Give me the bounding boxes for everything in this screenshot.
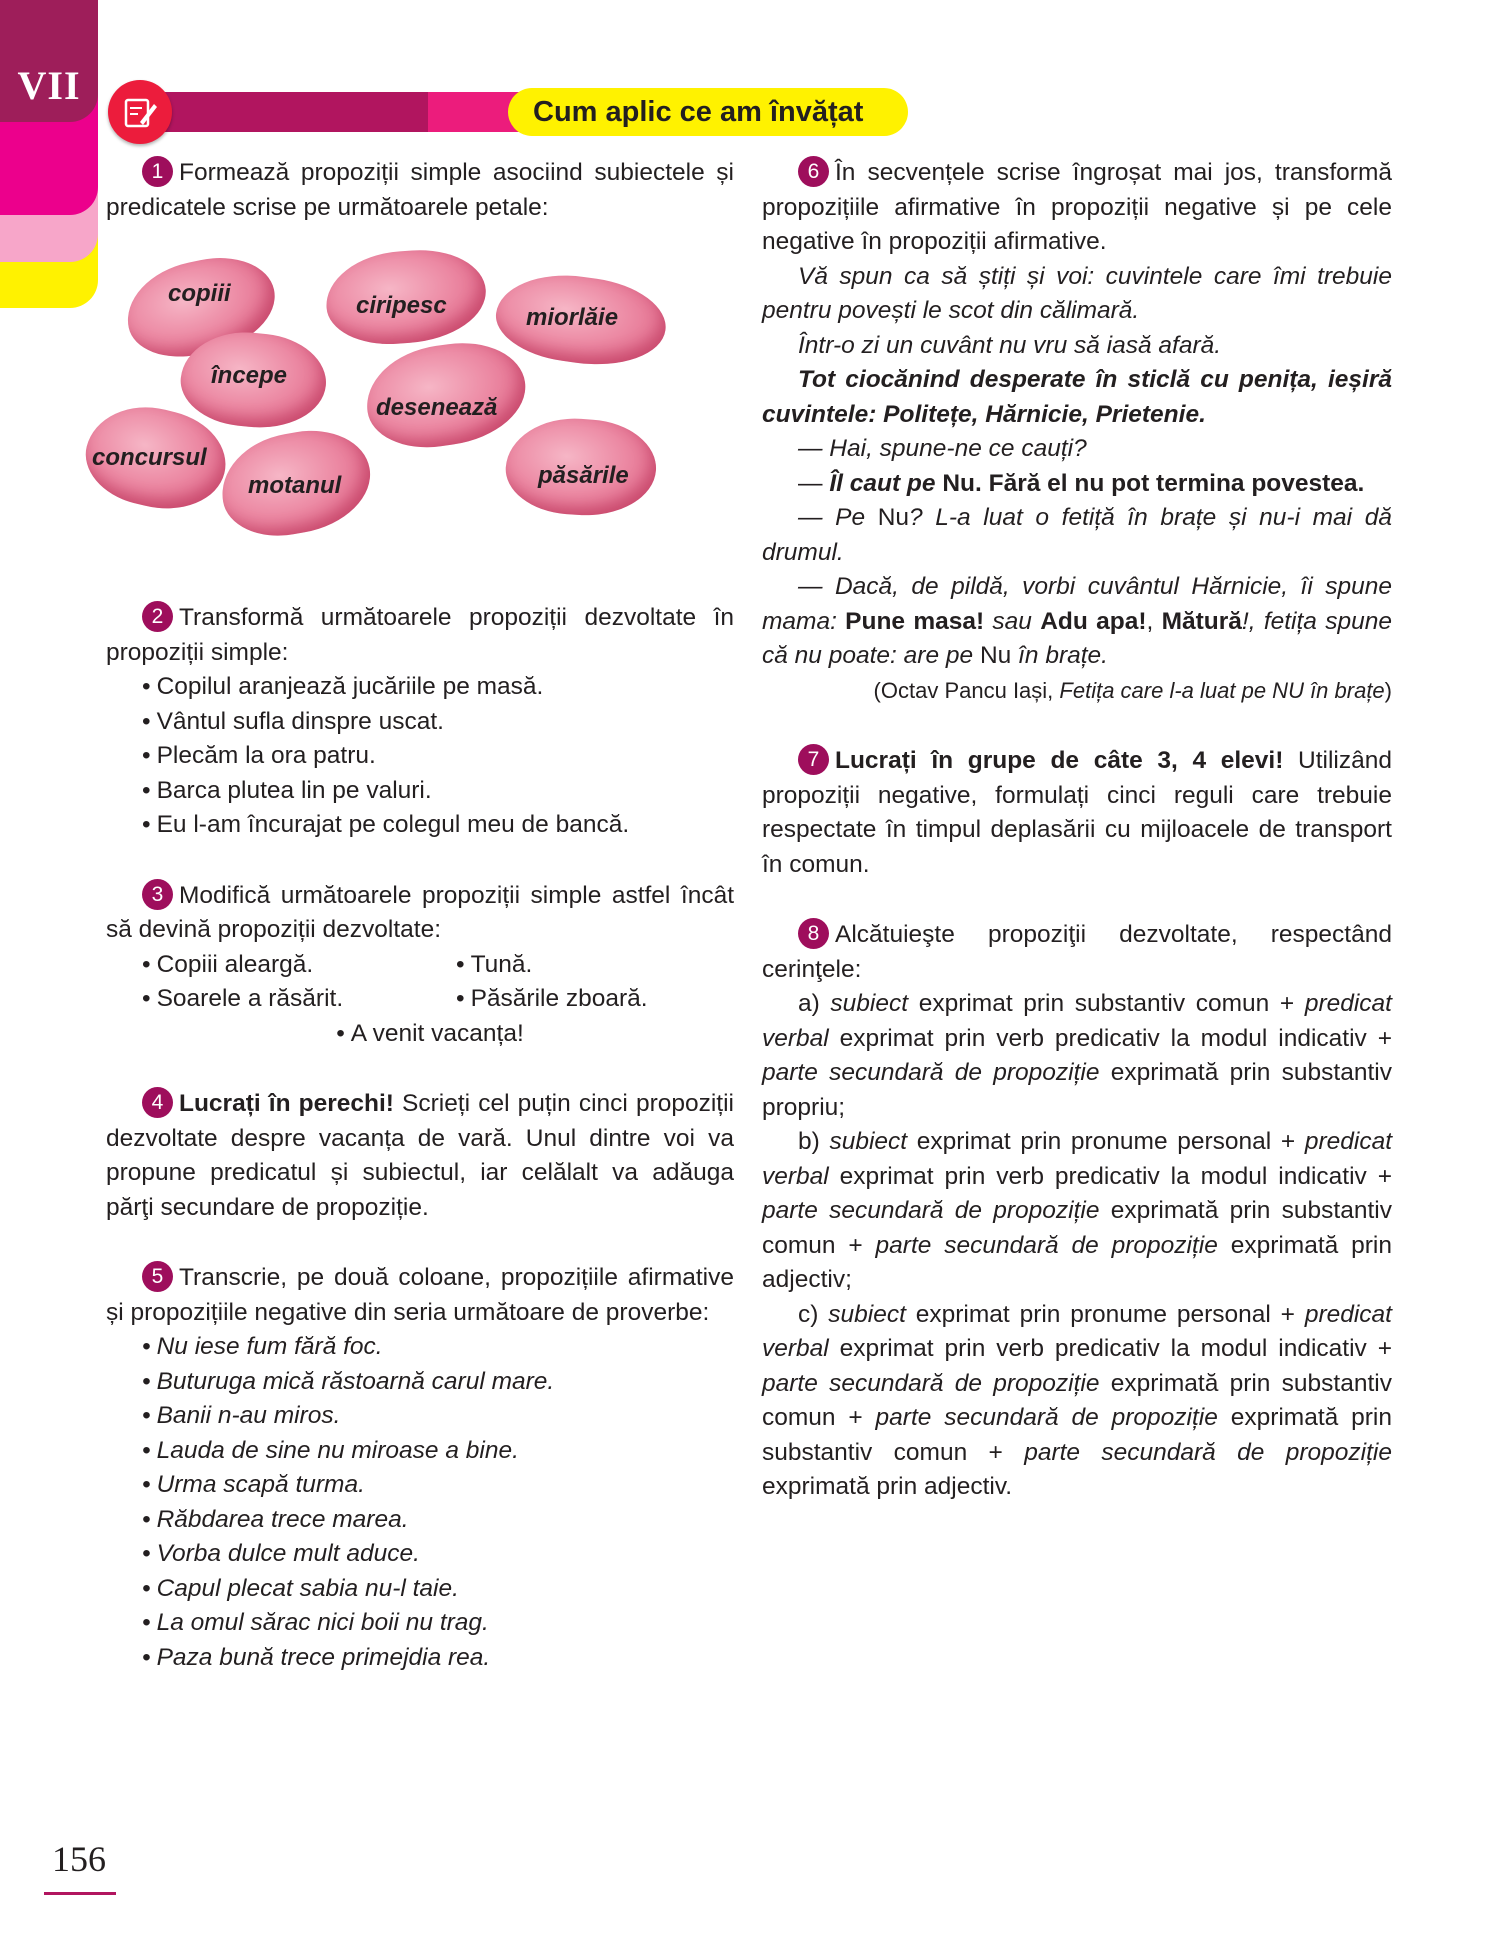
story-line: Într-o zi un cuvânt nu vru să iasă afară.: [798, 331, 1222, 359]
requirement-c: c) subiect exprimat prin pronume personal + predicat verbal exprimat prin verb predicativ la modul indicativ + parte secundară de propoziție exprimată prin substantiv comun + parte secundară de propoziție exprimată prin substantiv comun + parte secundară de propoziție exprimată prin adjectiv.: [762, 1300, 1392, 1500]
exercise-text: Transcrie, pe două coloane, propozițiile afirmative și propozițiile negative din seria următoare de proverbe:: [106, 1264, 734, 1326]
petal-word: copiii: [168, 280, 231, 307]
list-item: • Paza bună trece primejdia rea.: [106, 1641, 734, 1676]
chapter-number: VII: [17, 63, 81, 108]
list-item: • Barca plutea lin pe valuri.: [106, 774, 734, 809]
story-line: Tot ciocănind desperate în sticlă cu penița, ieșiră cuvintele: Politețe, Hărnicie, Prietenie.: [762, 366, 1392, 428]
exercise-3: [106, 879, 734, 1052]
exercise-6: [762, 156, 1392, 708]
exercise-5: [106, 1261, 734, 1675]
requirement-b: b) subiect exprimat prin pronume personal + predicat verbal exprimat prin verb predicativ la modul indicativ + parte secundară de propoziție exprimată prin substantiv comun + parte secundară de propoziție exprimată prin adjectiv;: [762, 1128, 1393, 1293]
requirement-a: a) subiect exprimat prin substantiv comun + predicat verbal exprimat prin verb predicativ la modul indicativ + parte secundară de propoziție exprimată prin substantiv propriu;: [762, 990, 1392, 1121]
story-line: Vă spun ca să știți și voi: cuvintele care îmi trebuie pentru povești le scot din călimară.: [762, 262, 1392, 324]
list-item: • Urma scapă turma.: [106, 1468, 734, 1503]
petal-word: miorlăie: [526, 304, 619, 331]
exercise-8: [762, 918, 1392, 1505]
petal-word: ciripesc: [356, 292, 447, 319]
page-number-rule: [44, 1892, 116, 1895]
proverb-list: [106, 1330, 734, 1675]
petal-word: concursul: [92, 444, 207, 471]
list-item: • Păsările zboară.: [420, 982, 734, 1017]
exercise-text: Utilizând propoziții negative, formulați cinci reguli care trebuie respectate în timpul deplasării cu mijloacele de transport în comun.: [762, 747, 1392, 878]
banner-dark-segment: [158, 92, 458, 132]
list-item: • Lauda de sine nu miroase a bine.: [106, 1434, 734, 1469]
exercise-bold-lead: Lucrați în grupe de câte 3, 4 elevi!: [835, 747, 1284, 774]
left-column: [92, 156, 734, 1711]
list-item: • Vorba dulce mult aduce.: [106, 1537, 734, 1572]
petal-word: începe: [211, 362, 288, 389]
list-item: • Tună.: [420, 948, 734, 983]
story-source: (Octav Pancu Iași, Fetița care l-a luat pe NU în brațe): [873, 677, 1392, 703]
exercise-number: 5: [142, 1261, 173, 1292]
story-line: — Hai, spune-ne ce cauți?: [798, 435, 1087, 462]
exercise-1: [92, 156, 734, 591]
exercise-number: 3: [142, 879, 173, 910]
exercise-bold-lead: Lucrați în perechi!: [179, 1090, 394, 1117]
section-title: Cum aplic ce am învățat: [533, 96, 864, 128]
exercise-4: [106, 1087, 734, 1225]
list-item: • Soarele a răsărit.: [106, 982, 420, 1017]
exercise-number: 8: [798, 918, 829, 949]
list-item: • Vântul sufla dinspre uscat.: [106, 705, 734, 740]
exercise-text: În secvențele scrise îngroșat mai jos, transformă propozițiile afirmative în propoziții negative și pe cele negative în propoziții afirmative.: [762, 159, 1392, 255]
exercise-text: Scrieți cel puțin cinci propoziții dezvoltate despre vacanța de vară. Unul dintre voi va propune predicatul și subiectul, iar celălalt va adăuga părţi secundare de propoziție.: [106, 1090, 734, 1221]
exercise-text: Formează propoziții simple asociind subiectele și predicatele scrise pe următoarele petale:: [106, 159, 734, 221]
exercise-text: Alcătuieşte propoziţii dezvoltate, respectând cerinţele:: [762, 921, 1392, 983]
sentence-list: [106, 670, 734, 843]
story-line: — Pe Nu? L-a luat o fetiță în brațe și nu-i mai dă drumul.: [762, 504, 1392, 566]
exercise-text: Transformă următoarele propoziții dezvoltate în propoziții simple:: [106, 604, 734, 666]
list-item: • Banii n-au miros.: [106, 1399, 734, 1434]
list-item: • Nu iese fum fără foc.: [106, 1330, 734, 1365]
exercise-number: 4: [142, 1087, 173, 1118]
pencil-note-icon: [108, 80, 172, 144]
list-item: • Buturuga mică răstoarnă carul mare.: [106, 1365, 734, 1400]
exercise-7: [762, 744, 1392, 882]
story-line: — Îl caut pe Nu. Fără el nu pot termina povestea.: [798, 469, 1365, 497]
list-item: • Eu l-am încurajat pe colegul meu de bancă.: [106, 808, 734, 843]
list-item: • Copiii aleargă.: [106, 948, 420, 983]
exercise-text: Modifică următoarele propoziții simple astfel încât să devină propoziții dezvoltate:: [106, 881, 734, 943]
list-item: • A venit vacanța!: [126, 1017, 734, 1052]
story-line: — Dacă, de pildă, vorbi cuvântul Hărnicie, îi spune mama: Pune masa! sau Adu apa!, Mătură!, fetița spune că nu poate: are pe Nu în brațe.: [762, 573, 1392, 669]
right-column: [762, 156, 1392, 1541]
list-item: • Copilul aranjează jucăriile pe masă.: [106, 670, 734, 705]
exercise-number: 6: [798, 156, 829, 187]
exercise-number: 1: [142, 156, 173, 187]
list-item: • Plecăm la ora patru.: [106, 739, 734, 774]
exercise-number: 7: [798, 744, 829, 775]
exercise-2: [106, 601, 734, 843]
petal-word: desenează: [376, 394, 498, 421]
section-banner: [128, 86, 908, 138]
petals-figure: [86, 241, 726, 591]
chapter-tab: [0, 0, 98, 310]
list-item: • La omul sărac nici boii nu trag.: [106, 1606, 734, 1641]
exercise-number: 2: [142, 601, 173, 632]
list-item: • Capul plecat sabia nu-l taie.: [106, 1572, 734, 1607]
page-number: 156: [52, 1839, 106, 1879]
sentence-grid: [106, 948, 734, 1017]
petal-word: motanul: [248, 472, 342, 499]
list-item: • Răbdarea trece marea.: [106, 1503, 734, 1538]
petal-word: păsările: [538, 462, 629, 489]
